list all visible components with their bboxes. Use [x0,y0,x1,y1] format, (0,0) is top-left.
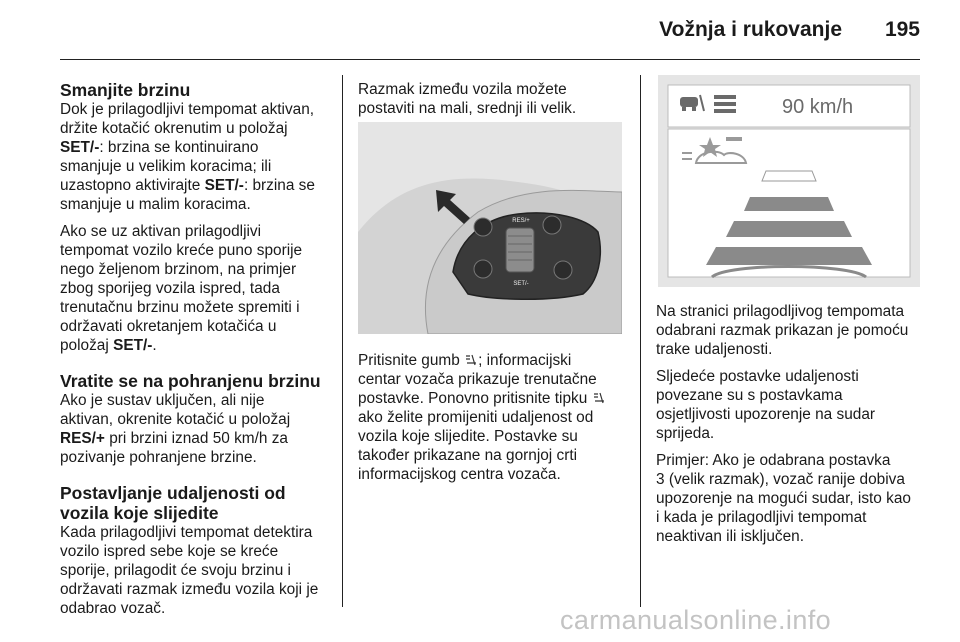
column-middle [358,80,630,126]
column-middle-text [358,351,636,492]
header-title: Vožnja i rukovanje [659,18,842,41]
distance-bars-icon [714,95,736,113]
heading-resume-speed: Vratite se na pohranjenu brzinu [60,371,321,391]
driver-display-illustration [658,75,920,287]
paragraph-reduce-speed: Dok je prilagodljivi tempomat aktivan, držite kotačić okrenutim u položaj SET/-: brzina se kontinuirano smanjuje u velikim koracima; ili uzastopno aktivirajte SET/-: brzina se smanjuje u malim koracima. [60,101,315,213]
paragraph-set-distance: Kada prilagodljivi tempomat detektira vozilo ispred sebe koje se kreće sporije, prilagodit će svoju brzinu i održavati razmak između vozila koji je odabrao vozač. [60,524,319,617]
wheel-label-set: SET/- [513,281,529,287]
paragraph-press-button: Pritisnite gumb ; informacijski centar vozača prikazuje trenutačne postavke. Ponovno pritisnite tipku ako želite promijeniti udaljenost od vozila koje slijedite. Postavke su također prikazane na gornjoj crti informacijskog centra vozača. [358,351,636,484]
driver-display-drawing [658,75,920,287]
heading-reduce-speed: Smanjite brzinu [60,80,191,100]
paragraph-distance-page: Na stranici prilagodljivog tempomata odabrani razmak prikazan je pomoću trake udaljenosti. [656,303,909,358]
paragraph-gap: Razmak između vozila možete postaviti na mali, srednji ili velik. [358,81,577,117]
paragraph-related-settings: Sljedeće postavke udaljenosti povezane su s postavkama osjetljivosti upozorenje na sudar sprijeda. [656,368,876,442]
page-number: 195 [884,18,920,41]
paragraph-example: Primjer: Ako je odabrana postavka 3 (velik razmak), vozač ranije dobiva upozorenje na mogući sudar, isto kao i kada je prilagodljivi tempomat neaktivan ili isključen. [656,452,911,545]
paragraph-accelerate: Ako se uz aktivan prilagodljivi tempomat vozilo kreće puno sporije nego željenom brzinom, na primjer zbog sporijeg vozila ispred, tada trenutačnu brzinu možete spremiti i održavati okretanjem kotačića u položaj SET/-. [60,223,303,354]
heading-set-distance: Postavljanje udaljenosti od vozila koje slijedite [60,483,286,523]
steering-wheel-illustration [358,122,622,334]
steering-wheel-drawing [358,122,622,334]
page-header [0,0,960,60]
column-left [60,80,338,626]
column-divider [342,75,343,607]
distance-setting-icon [592,392,606,404]
column-right [656,302,934,554]
paragraph-resume-speed: Ako je sustav uključen, ali nije aktivan, okrenite kotačić u položaj RES/+ pri brzini iznad 50 km/h za pozivanje pohranjene brzine. [60,392,291,466]
wheel-label-res: RES/+ [512,218,530,224]
header-rule [60,59,920,60]
column-divider [640,75,641,607]
display-speed: 90 km/h [782,96,854,118]
distance-setting-icon [464,354,478,366]
watermark: carmanualsonline.info [560,605,832,635]
